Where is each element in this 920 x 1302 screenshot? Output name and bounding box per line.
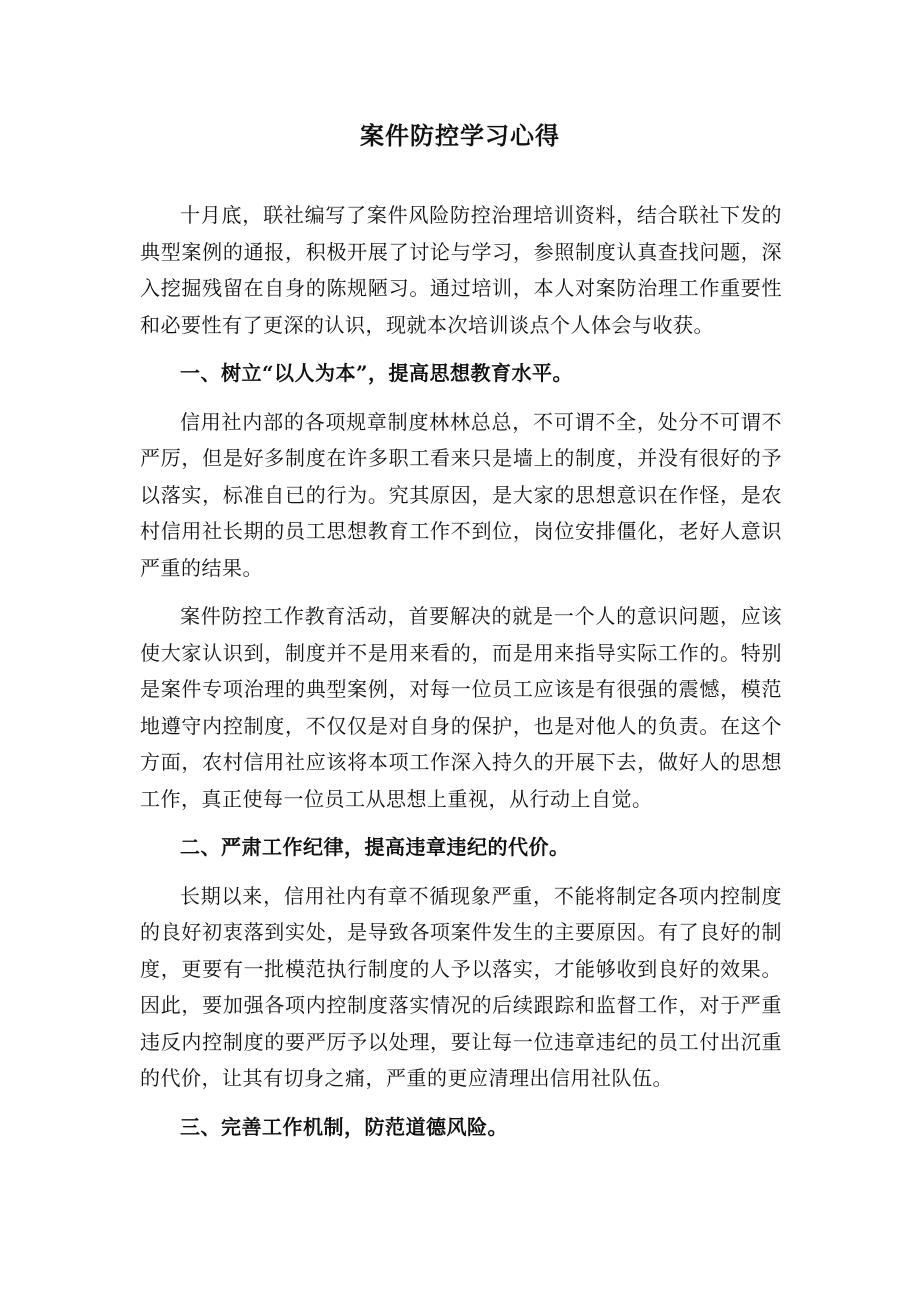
- section-3-heading: 三、完善工作机制，防范道德风险。: [180, 1114, 508, 1139]
- document-title: 案件防控学习心得: [360, 122, 560, 150]
- intro-paragraph: 十月底，联社编写了案件风险防控治理培训资料，结合联社下发的典型案例的通报，积极开展了讨论与学习，参照制度认真查找问题，深入挖掘残留在自身的陈规陋习。通过培训，本人对案防治理工作重要性和必要性有了更深的认识，现就本次培训谈点个人体会与收获。: [140, 203, 782, 337]
- section-2-paragraph-1: 长期以来，信用社内有章不循现象严重，不能将制定各项内控制度的良好初衷落到实处，是导致各项案件发生的主要原因。有了良好的制度，更要有一批模范执行制度的人予以落实，才能够收到良好的效果。因此，要加强各项内控制度落实情况的后续跟踪和监督工作，对于严重违反内控制度的要严厉予以处理，要让每一位违章违纪的员工付出沉重的代价，让其有切身之痛，严重的更应清理出信用社队伍。: [140, 883, 782, 1090]
- document-body: [140, 197, 782, 1157]
- section-2-heading: 二、严肃工作纪律，提高违章违纪的代价。: [180, 835, 570, 859]
- section-1-heading: 一、树立“以人为本”，提高思想教育水平。: [180, 361, 574, 385]
- section-1-paragraph-1: 信用社内部的各项规章制度林林总总，不可谓不全，处分不可谓不严厉，但是好多制度在许多职工看来只是墙上的制度，并没有很好的予以落实，标准自已的行为。究其原因，是大家的思想意识在作怪，是农村信用社长期的员工思想教育工作不到位，岗位安排僵化，老好人意识严重的结果。: [140, 409, 782, 580]
- section-1-paragraph-2: 案件防控工作教育活动，首要解决的就是一个人的意识问题，应该使大家认识到，制度并不是用来看的，而是用来指导实际工作的。特别是案件专项治理的典型案例，对每一位员工应该是有很强的震憾，模范地遵守内控制度，不仅仅是对自身的保护，也是对他人的负责。在这个方面，农村信用社应该将本项工作深入持久的开展下去，做好人的思想工作，真正使每一位员工从思想上重视，从行动上自觉。: [140, 604, 782, 811]
